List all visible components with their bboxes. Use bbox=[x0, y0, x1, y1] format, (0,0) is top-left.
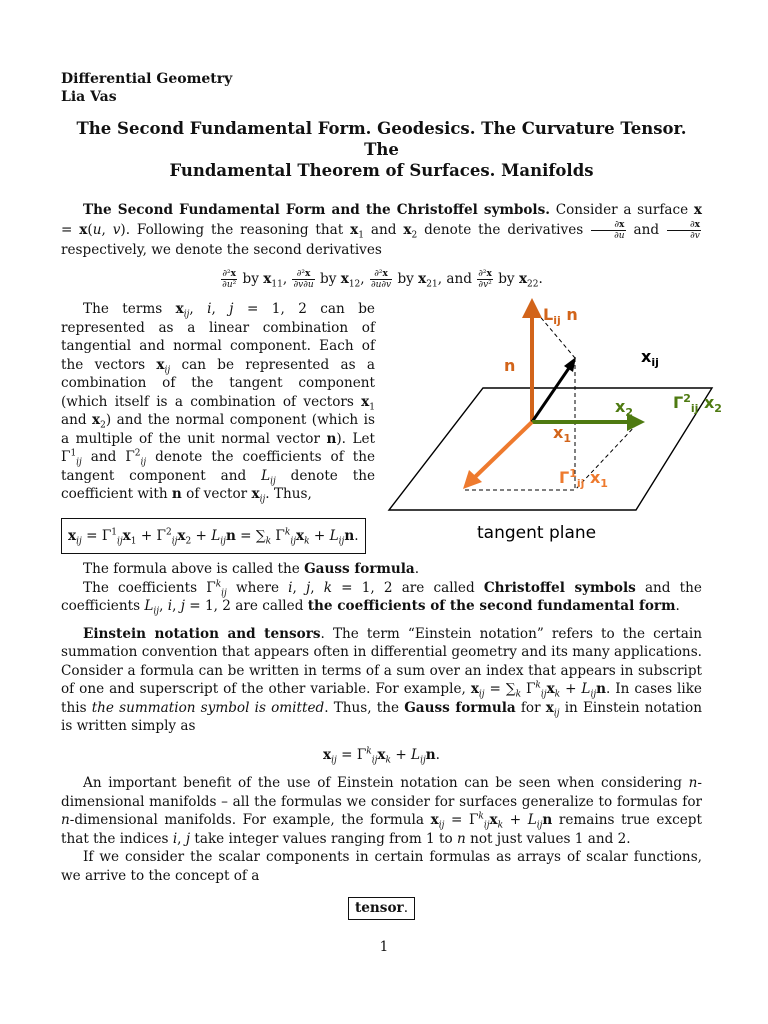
Lij-n-label: $L_{ij}$ n bbox=[543, 305, 578, 327]
christoffel-paragraph: The coefficients $\Gamma^k_{ij}$ where i, j, k = 1, 2 are called Christoffel symbols and the coefficients $L_{ij}$, i, j = 1, 2 are called the coefficients of the second fundamental form. bbox=[61, 578, 702, 617]
xij-arrow-shaft bbox=[532, 368, 569, 422]
document-page bbox=[61, 70, 722, 920]
benefit-paragraph: An important benefit of the use of Einstein notation can be seen when considering n-dimensional manifolds – all the formulas we consider for surfaces generalize to formulas for n-dimensional manifolds. For example, the formula $x_{ij} = \Gamma^k_{ij}x_k + L_{ij}n$ remains true except that the indices i, j take integer values ranging from 1 to n not just values 1 and 2. bbox=[61, 775, 702, 847]
x2-label: $x_2$ bbox=[615, 397, 633, 419]
gamma1-label: $\Gamma^1_{ij}$ $x_1$ bbox=[559, 467, 608, 490]
tangent-plane-figure bbox=[383, 294, 722, 552]
xij-arrow-head bbox=[564, 357, 576, 372]
xij-label: $x_{ij}$ bbox=[641, 347, 659, 369]
n-label: n bbox=[504, 356, 516, 375]
x1-label: $x_1$ bbox=[553, 423, 571, 445]
tangent-plane-caption: tangent plane bbox=[477, 523, 597, 543]
einstein-paragraph: Einstein notation and tensors. The term “Einstein notation” refers to the certain summation convention that appears often in differential geometry and its many applications. Consider a formula can be written in terms of a sum over an index that appears in subscript of one and superscript of the other variable. For example, $x_{ij} = \sum_k$ $\Gamma^k_{ij}x_k + L_{ij}n$. In cases like this the summation symbol is omitted. Thus, the Gauss formula for $x_{ij}$ in Einstein notation is written simply as bbox=[61, 625, 703, 734]
terms-paragraph: The terms $x_{ij}$, i, j = 1, 2 can be represented as a linear combination of tangential and normal component. Each of the vectors $x_{ij}$ can be represented as a combination of the tangent component (which itself is a combination of vectors $x_1$ and $x_2$) and the normal component (which is a multiple of the unit normal vector n). Let $\Gamma^1_{ij}$ and $\Gamma^2_{ij}$ denote the coefficients of the tangent component and $L_{ij}$ denote the coefficient with n of vector $x_{ij}$. Thus, bbox=[61, 301, 376, 505]
tensor-term bbox=[61, 897, 702, 920]
gauss-formula-paragraph: The formula above is called the Gauss formula. bbox=[83, 561, 420, 577]
tangent-plane-shape bbox=[389, 388, 712, 510]
x1-arrow-shaft bbox=[475, 422, 532, 477]
gauss-formula-box: $x_{ij} = \Gamma^1_{ij}x_1 + \Gamma^2_{ij}x_2 + L_{ij}n = \sum_k$ $\Gamma^k_{ij}x_k + L_{ij}n$. bbox=[61, 518, 366, 555]
Lij-n-arrow-head bbox=[522, 298, 542, 318]
left-column bbox=[61, 300, 375, 554]
course-name: Differential Geometry bbox=[61, 71, 233, 87]
section1-paragraph: The Second Fundamental Form and the Christoffel symbols. Consider a surface x = x(u, v). Following the reasoning that $x_1$ and $x_2$ denote the derivatives $\frac{\partial x}{\partial u}$ and $\frac{\partial x}{\partial v}$ respectively, we denote the second derivatives bbox=[61, 202, 702, 258]
scalar-paragraph: If we consider the scalar components in certain formulas as arrays of scalar functions, we arrive to the concept of a bbox=[61, 849, 702, 884]
section1-heading: The Second Fundamental Form and the Christoffel symbols. bbox=[83, 202, 550, 218]
page-number: 1 bbox=[379, 939, 389, 955]
page-title: The Second Fundamental Form. Geodesics. The Curvature Tensor. The Fundamental Theorem of Surfaces. Manifolds bbox=[76, 119, 687, 180]
tensor-box: tensor. bbox=[348, 897, 415, 920]
tangent-plane-diagram bbox=[383, 294, 722, 552]
gamma2-label: $\Gamma^2_{ij}$ $x_2$ bbox=[673, 392, 722, 415]
einstein-gauss-formula: $x_{ij} = \Gamma^k_{ij}x_k + L_{ij}n$. bbox=[323, 745, 440, 766]
two-column-block bbox=[61, 300, 722, 552]
author-name: Lia Vas bbox=[61, 89, 117, 105]
second-derivatives-formula: $\frac{\text{∂²x}}{\text{∂u²}}$ by $x_{11}$, $\frac{\text{∂²x}}{\partial v\partial u}$ by $x_{12}$, $\frac{\text{∂²x}}{\partial u\partial v}$ by $x_{21}$, and $\frac{\text{∂²x}}{\text{∂v²}}$ by $x_{22}$. bbox=[222, 269, 543, 290]
